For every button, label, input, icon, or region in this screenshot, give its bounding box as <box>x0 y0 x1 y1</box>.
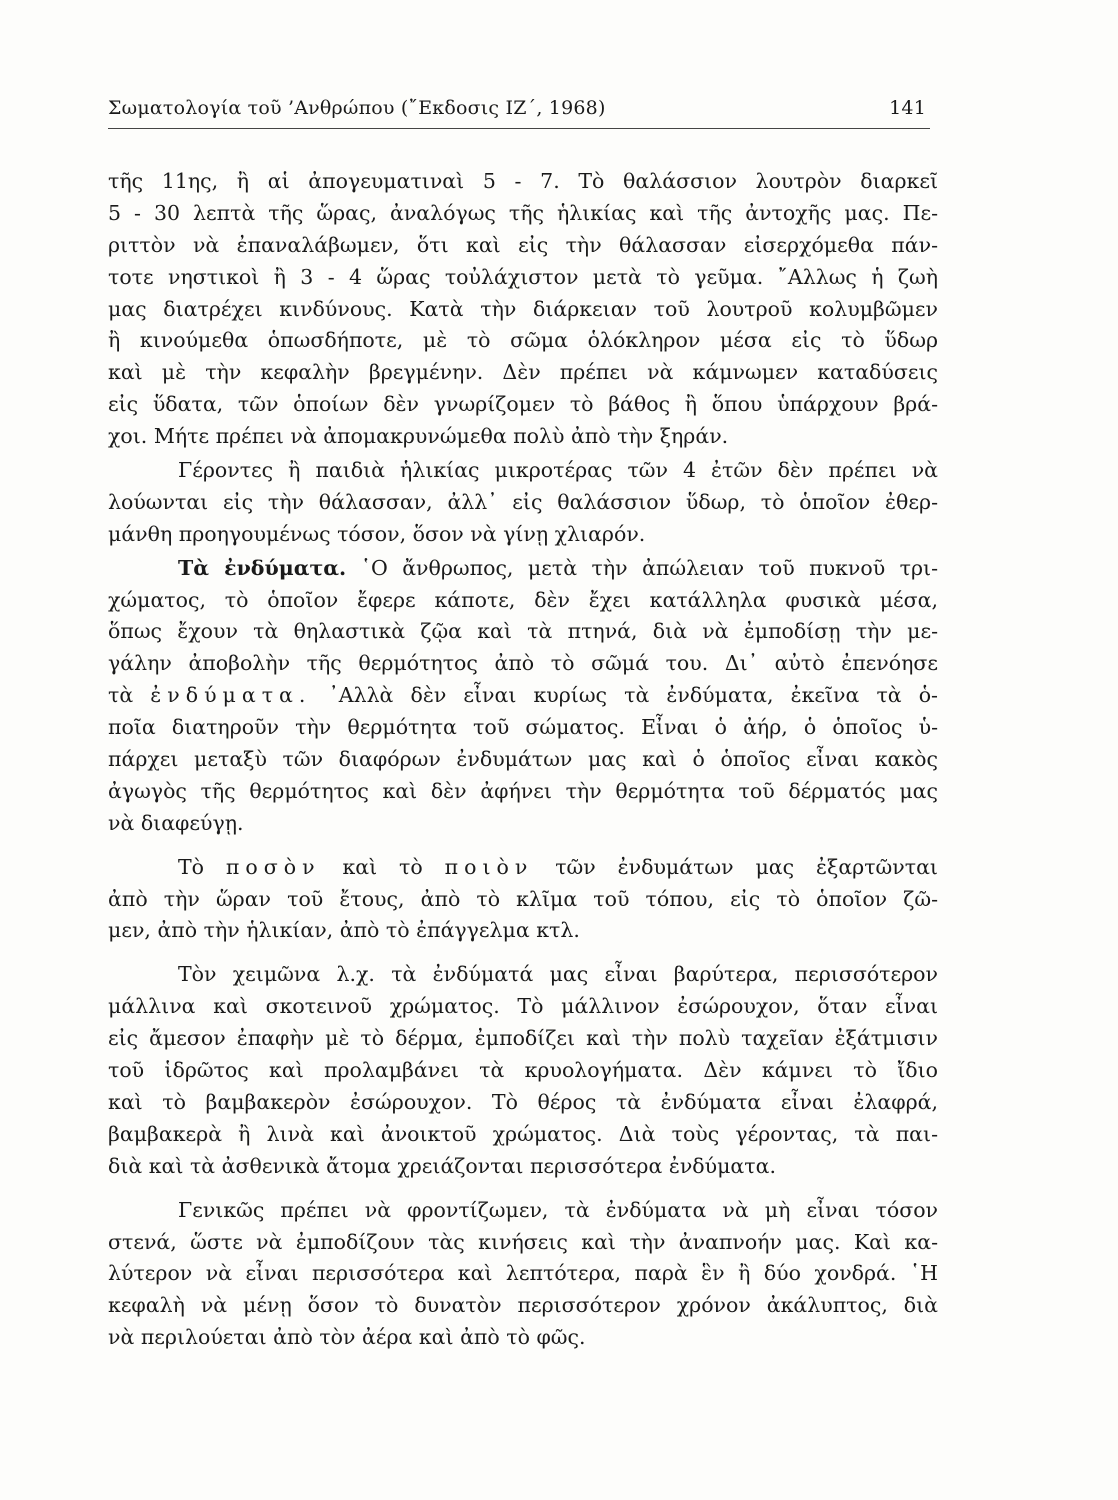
text-line: ποῖα διατηροῦν τὴν θερμότητα τοῦ σώματος. Εἶναι ὁ ἀήρ, ὁ ὁποῖος ὑ- <box>108 715 938 740</box>
text-line: μάνθη προηγουμένως τόσον, ὅσον νὰ γίνῃ χλιαρόν. <box>108 521 646 546</box>
text-line: λύτερον νὰ εἶναι περισσότερα καὶ λεπτότερα, παρὰ ἓν ἢ δύο χονδρά. ῾Η <box>108 1261 938 1286</box>
text-line: νὰ περιλούεται ἀπὸ τὸν ἀέρα καὶ ἀπὸ τὸ φῶς. <box>108 1325 586 1350</box>
text-line: κεφαλὴ νὰ μένῃ ὅσον τὸ δυνατὸν περισσότερον χρόνον ἀκάλυπτος, διὰ <box>108 1293 938 1318</box>
text-line: νὰ διαφεύγῃ. <box>108 810 244 835</box>
text-line: χώματος, τὸ ὁποῖον ἔφερε κάποτε, δὲν ἔχει κατάλληλα φυσικὰ μέσα, <box>108 587 938 612</box>
text-line: ἢ κινούμεθα ὁπωσδήποτε, μὲ τὸ σῶμα ὁλόκληρον μέσα εἰς τὸ ὕδωρ <box>108 328 938 353</box>
text-line: ριττὸν νὰ ἐπαναλάβωμεν, ὅτι καὶ εἰς τὴν θάλασσαν εἰσερχόμεθα πάν- <box>108 232 938 257</box>
text-line: στενά, ὥστε νὰ ἐμποδίζουν τὰς κινήσεις καὶ τὴν ἀναπνοήν μας. Καὶ κα- <box>108 1229 938 1254</box>
text-line: καὶ τὸ βαμβακερὸν ἐσώρουχον. Τὸ θέρος τὰ ἐνδύματα εἶναι ἐλαφρά, <box>108 1089 938 1114</box>
text-line: χοι. Μήτε πρέπει νὰ ἀπομακρυνώμεθα πολὺ ἀπὸ τὴν ξηράν. <box>108 424 729 449</box>
text-line: 5 - 30 λεπτὰ τῆς ὥρας, ἀναλόγως τῆς ἡλικίας καὶ τῆς ἀντοχῆς μας. Πε- <box>108 200 938 225</box>
text-line: τῆς 11ης, ἢ αἱ ἀπογευματιναὶ 5 - 7. Τὸ θαλάσσιον λουτρὸν διαρκεῖ <box>108 169 938 193</box>
text-line: διὰ καὶ τὰ ἀσθενικὰ ἄτομα χρειάζονται περισσότερα ἐνδύματα. <box>108 1153 776 1178</box>
text-line: ὅπως ἔχουν τὰ θηλαστικὰ ζῷα καὶ τὰ πτηνά, διὰ νὰ ἐμποδίσῃ τὴν με- <box>108 619 938 644</box>
text-line: τὰ ἐνδύματα. ᾽Αλλὰ δὲν εἶναι κυρίως τὰ ἐνδύματα, ἐκεῖνα τὰ ὁ- <box>108 683 938 708</box>
text-line: καὶ μὲ τὴν κεφαλὴν βρεγμένην. Δὲν πρέπει νὰ κάμνωμεν καταδύσεις <box>108 360 938 385</box>
running-title: Σωματολογία τοῦ ’Ανθρώπου (῎Εκδοσις ΙΖ΄, 1968) <box>108 97 606 119</box>
text-line: μας διατρέχει κινδύνους. Κατὰ τὴν διάρκειαν τοῦ λουτροῦ κολυμβῶμεν <box>108 296 938 321</box>
text-line: ἀγωγὸς τῆς θερμότητος καὶ δὲν ἀφήνει τὴν θερμότητα τοῦ δέρματός μας <box>108 778 938 803</box>
header-rule <box>108 128 930 129</box>
text-line: εἰς ὕδατα, τῶν ὁποίων δὲν γνωρίζομεν τὸ βάθος ἢ ὅπου ὑπάρχουν βρά- <box>108 392 938 417</box>
text-line: βαμβακερὰ ἢ λινὰ καὶ ἀνοικτοῦ χρώματος. Διὰ τοὺς γέροντας, τὰ παι- <box>108 1121 938 1146</box>
text-line: γάλην ἀποβολὴν τῆς θερμότητος ἀπὸ τὸ σῶμά του. Δι᾽ αὐτὸ ἐπενόησε <box>108 651 938 676</box>
text-line: Τὰ ἐνδύματα. ῾Ο ἄνθρωπος, μετὰ τὴν ἀπώλειαν τοῦ πυκνοῦ τρι- <box>178 555 938 580</box>
text-line: τοῦ ἱδρῶτος καὶ προλαμβάνει τὰ κρυολογήματα. Δὲν κάμνει τὸ ἴδιο <box>108 1058 938 1083</box>
text-body <box>108 166 938 1354</box>
text-line: μάλλινα καὶ σκοτεινοῦ χρώματος. Τὸ μάλλινον ἐσώρουχον, ὅταν εἶναι <box>108 994 938 1019</box>
text-line: ἀπὸ τὴν ὥραν τοῦ ἔτους, ἀπὸ τὸ κλῖμα τοῦ τόπου, εἰς τὸ ὁποῖον ζῶ- <box>108 886 938 911</box>
page-number: 141 <box>889 97 926 119</box>
text-line: λούωνται εἰς τὴν θάλασσαν, ἀλλ᾽ εἰς θαλάσσιον ὕδωρ, τὸ ὁποῖον ἐθερ- <box>108 489 938 514</box>
spaced-term: ποσὸν <box>225 854 321 879</box>
text-line: μεν, ἀπὸ τὴν ἡλικίαν, ἀπὸ τὸ ἐπάγγελμα κτλ. <box>108 918 580 943</box>
text-line: εἰς ἄμεσον ἐπαφὴν μὲ τὸ δέρμα, ἐμποδίζει καὶ τὴν πολὺ ταχεῖαν ἐξάτμισιν <box>108 1026 938 1051</box>
section-heading: Τὰ ἐνδύματα. <box>178 555 347 580</box>
text-line: Γενικῶς πρέπει νὰ φροντίζωμεν, τὰ ἐνδύματα νὰ μὴ εἶναι τόσον <box>178 1197 938 1222</box>
text-line: Τὸν χειμῶνα λ.χ. τὰ ἐνδύματά μας εἶναι βαρύτερα, περισσότερον <box>178 962 938 987</box>
text-line: Τὸ ποσὸν καὶ τὸ ποιὸν τῶν ἐνδυμάτων μας ἐξαρτῶνται <box>178 854 938 879</box>
spaced-term: ποιὸν <box>444 854 534 879</box>
spaced-term: ἐνδύματα. <box>150 683 312 708</box>
text-line: τοτε νηστικοὶ ἢ 3 - 4 ὥρας τοὐλάχιστον μετὰ τὸ γεῦμα. ῎Αλλως ἡ ζωὴ <box>108 264 938 289</box>
text-line: Γέροντες ἢ παιδιὰ ἡλικίας μικροτέρας τῶν 4 ἐτῶν δὲν πρέπει νὰ <box>178 458 938 483</box>
text-line: πάρχει μεταξὺ τῶν διαφόρων ἐνδυμάτων μας καὶ ὁ ὁποῖος εἶναι κακὸς <box>108 747 938 772</box>
